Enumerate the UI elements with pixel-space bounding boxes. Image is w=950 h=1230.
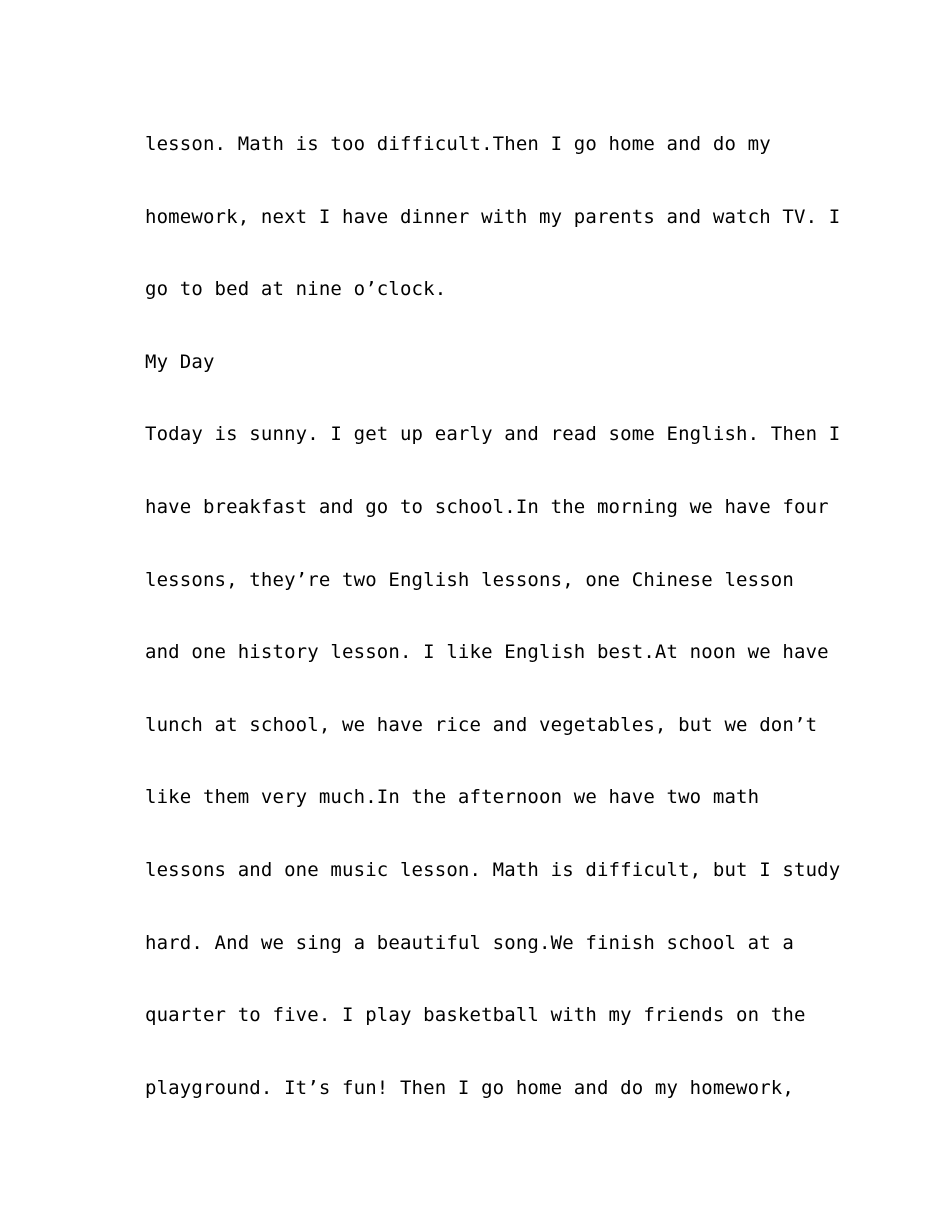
text-line: lessons, they’re two English lessons, one Chinese lesson <box>145 568 794 591</box>
section-title: My Day <box>145 350 215 373</box>
text-line: playground. It’s fun! Then I go home and do my homework, <box>145 1076 794 1099</box>
document-body <box>145 108 841 1124</box>
text-line: and one history lesson. I like English best.At noon we have <box>145 641 829 664</box>
text-line: lessons and one music lesson. Math is difficult, but I study <box>145 858 841 881</box>
text-line: Today is sunny. I get up early and read some English. Then I <box>145 423 841 446</box>
text-line: go to bed at nine o’clock. <box>145 278 447 301</box>
text-line: have breakfast and go to school.In the morning we have four <box>145 495 829 518</box>
text-line: lunch at school, we have rice and vegetables, but we don’t <box>145 713 818 736</box>
text-line: quarter to five. I play basketball with my friends on the <box>145 1004 806 1027</box>
text-line: homework, next I have dinner with my parents and watch TV. I <box>145 205 841 228</box>
text-line: hard. And we sing a beautiful song.We finish school at a <box>145 931 794 954</box>
text-line: like them very much.In the afternoon we have two math <box>145 786 760 809</box>
text-line: lesson. Math is too difficult.Then I go home and do my <box>145 133 771 155</box>
